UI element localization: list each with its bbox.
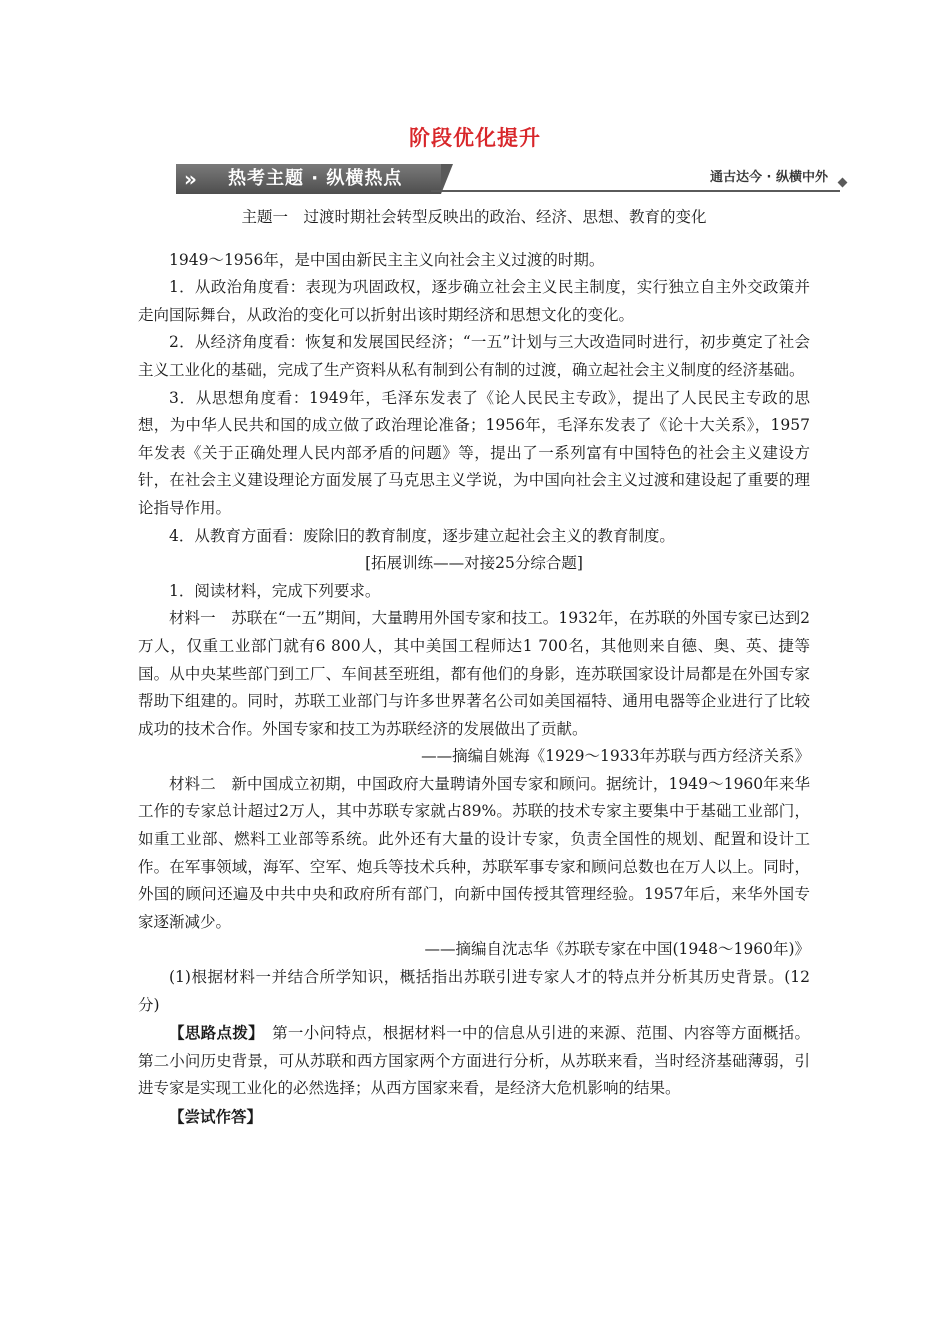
point-paragraph: 3．从思想角度看：1949年，毛泽东发表了《论人民民主专政》，提出了人民民主专政的思想，为中华人民共和国的成立做了政治理论准备；1956年，毛泽东发表了《论十大关系》，1957年发表《关于正确处理人民内部矛盾的问题》等，提出了一系列富有中国特色的社会主义建设方针，在社会主义建设理论方面发展了马克思主义学说，为中国向社会主义过渡和建设起了重要的理论指导作用。	[138, 388, 810, 517]
topic-heading: 主题一 过渡时期社会转型反映出的政治、经济、思想、教育的变化	[241, 208, 707, 226]
training-heading: [拓展训练——对接25分综合题]	[365, 554, 583, 573]
banner-subtitle: 通古达今 · 纵横中外	[710, 170, 828, 185]
material-two: 材料二 新中国成立初期，中国政府大量聘请外国专家和顾问。据统计，1949～1960年来华工作的专家总计超过2万人，其中苏联专家就占89%。苏联的技术专家主要集中于基础工业部门，如重工业部、燃料工业部等系统。此外还有大量的设计专家，负责全国性的规划、配置和设计工作。在军事领域，海军、空军、炮兵等技术兵种，苏联军事专家和顾问总数也在万人以上。同时，外国的顾问还遍及中共中央和政府所有部门，向新中国传授其管理经验。1957年后，来华外国专家逐渐减少。	[138, 774, 810, 931]
attempt-label: 【尝试作答】	[169, 1107, 263, 1126]
hint-label: 【思路点拨】	[169, 1023, 257, 1043]
material-one-source: ——摘编自姚海《1929～1933年苏联与西方经济关系》	[421, 747, 810, 766]
chevron-right-icon: »	[184, 167, 193, 191]
hint-text: 第一小问特点，根据材料一中的信息从引进的来源、范围、内容等方面概括。第二小问历史背景，可从苏联和西方国家两个方面进行分析，从苏联来看，当时经济基础薄弱，引进专家是实现工业化的必然选择；从西方国家来看，是经济大危机影响的结果。	[138, 1024, 810, 1098]
attempt-paragraph	[138, 1103, 810, 1132]
material-one: 材料一 苏联在“一五”期间，大量聘用外国专家和技工。1932年，在苏联的外国专家已达到2万人，仅重工业部门就有6 800人，其中美国工程师达1 700名，其他则来自德、奥、英、捷等国。从中央某些部门到工厂、车间甚至班组，都有他们的身影，连苏联国家设计局都是在外国专家帮助下组建的。同时，苏联工业部门与许多世界著名公司如美国福特、通用电器等企业进行了比较成功的技术合作。外国专家和技工为苏联经济的发展做出了贡献。	[138, 609, 810, 738]
banner-title: 热考主题 · 纵横热点	[228, 168, 403, 189]
page-title: 阶段优化提升	[409, 126, 541, 150]
point-paragraph: 1．从政治角度看：表现为巩固政权，逐步确立社会主义民主制度，实行独立自主外交政策并走向国际舞台，从政治的变化可以折射出该时期经济和思想文化的变化。	[138, 278, 810, 324]
diamond-icon	[838, 178, 848, 188]
material-two-source: ——摘编自沈志华《苏联专家在中国(1948～1960年)》	[424, 940, 810, 959]
hint-paragraph	[138, 1019, 810, 1103]
section-banner	[176, 164, 846, 194]
banner-rule	[431, 190, 840, 192]
point-paragraph: 4．从教育方面看：废除旧的教育制度，逐步建立起社会主义的教育制度。	[169, 526, 675, 545]
document-body	[138, 204, 810, 1132]
intro-paragraph: 1949～1956年，是中国由新民主主义向社会主义过渡的时期。	[169, 250, 605, 269]
sub-question: (1)根据材料一并结合所学知识，概括指出苏联引进专家人才的特点并分析其历史背景。(12分)	[138, 968, 810, 1014]
question-intro: 1．阅读材料，完成下列要求。	[169, 581, 381, 600]
point-paragraph: 2．从经济角度看：恢复和发展国民经济；“一五”计划与三大改造同时进行，初步奠定了社会主义工业化的基础，完成了生产资料从私有制到公有制的过渡，确立起社会主义制度的经济基础。	[138, 333, 810, 379]
